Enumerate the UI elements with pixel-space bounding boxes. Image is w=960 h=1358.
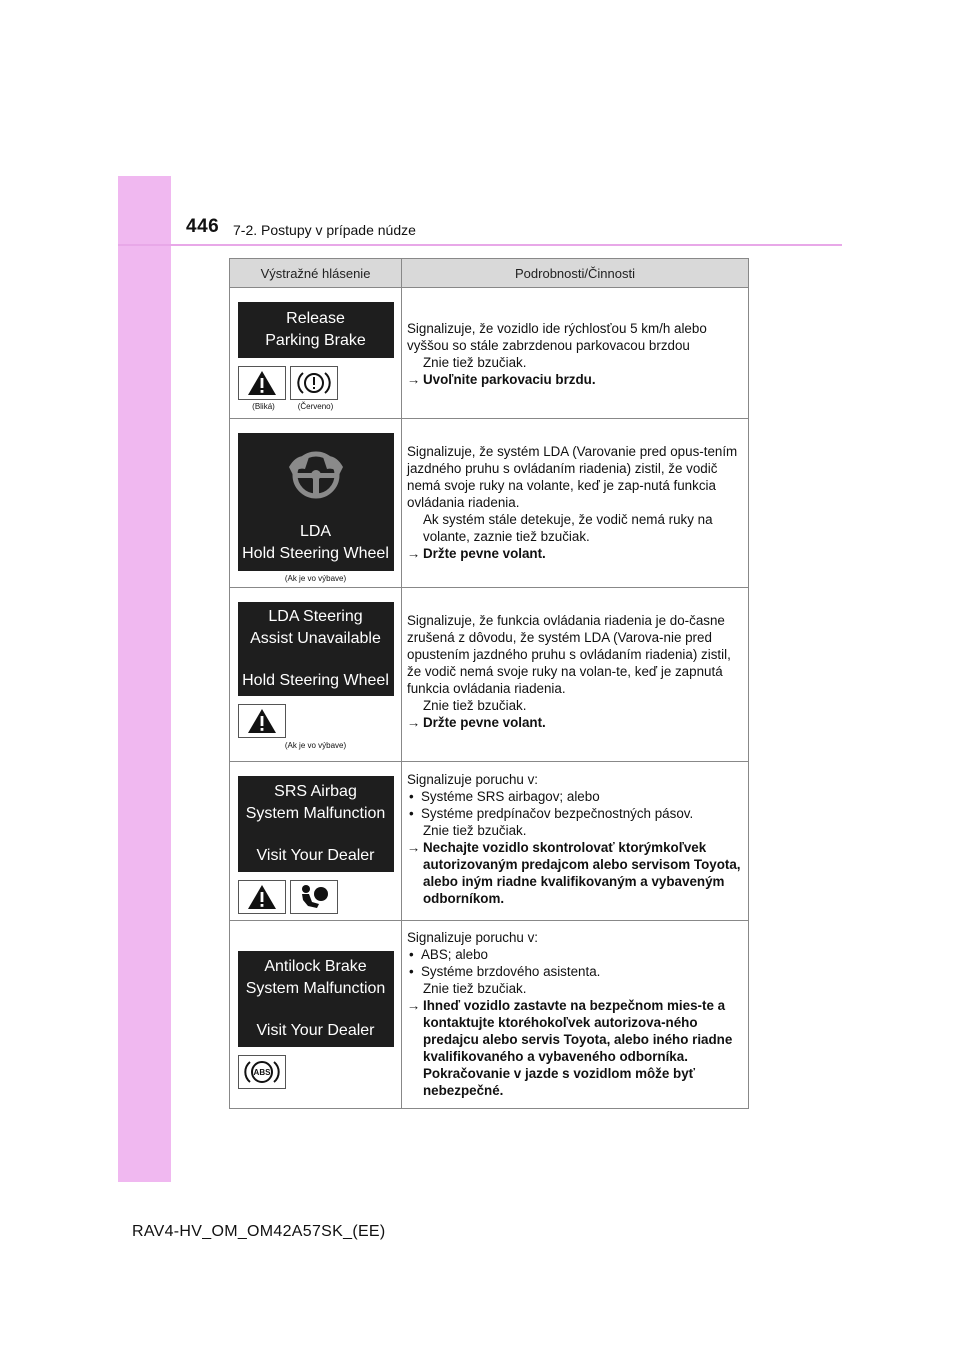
note: Ak systém stále detekuje, že vodič nemá ruky na volante, zaznie tiež bzučiak. [423, 512, 713, 544]
bullet-icon: • [409, 947, 414, 962]
arrow-right-icon: → [407, 372, 421, 387]
display-line: Assist Unavailable [250, 630, 381, 647]
bullet-item [407, 963, 744, 980]
display-line: Release [286, 310, 345, 327]
icon-caption: (Bliká) [252, 402, 275, 411]
warning-cell [230, 588, 402, 761]
table-row [230, 921, 748, 1108]
bullet-icon: • [409, 806, 414, 821]
display-line: LDA [299, 523, 332, 540]
table-row [230, 762, 748, 921]
display-line: System Malfunction [245, 980, 386, 997]
action-text: Ihneď vozidlo zastavte na bezpečnom mies-te a kontaktujte ktoréhokoľvek autorizova-ného predajcu alebo servis Toyota, alebo iného riadne kvalifikovaného a vybaveného odborníka. Pokračovanie v jazde s vozidlom môže byť nebezpečné. [423, 998, 733, 1098]
action-text: Držte pevne volant. [423, 546, 546, 561]
warning-display-release-parking-brake [238, 302, 394, 358]
display-line: Hold Steering Wheel [242, 672, 389, 689]
display-line: SRS Airbag [274, 783, 357, 800]
bullet-item [407, 788, 744, 805]
master-warning-icon [238, 704, 286, 738]
table-row [230, 419, 748, 588]
header-rule [118, 244, 842, 246]
col-header-details: Podrobnosti/Činnosti [515, 265, 635, 281]
details-cell [402, 762, 748, 920]
note: Znie tiež bzučiak. [423, 823, 527, 838]
warning-display-srs-airbag [238, 776, 394, 872]
intro: Signalizuje poruchu v: [407, 930, 539, 945]
table-row [230, 288, 748, 419]
table-header [230, 259, 748, 288]
warning-table [229, 258, 749, 1109]
warning-cell [230, 419, 402, 587]
equipment-caption: (Ak je vo výbave) [284, 574, 347, 583]
brake-warning-icon [290, 366, 338, 400]
table-row [230, 588, 748, 762]
indicator-icons [238, 704, 394, 738]
bullet-text: Systéme SRS airbagov; alebo [421, 789, 600, 804]
action [407, 371, 744, 388]
hands-on-wheel-icon [287, 445, 345, 503]
section-title: 7-2. Postupy v prípade núdze [233, 222, 416, 238]
warning-display-antilock-brake [238, 951, 394, 1047]
master-warning-icon [238, 366, 286, 400]
intro: Signalizuje poruchu v: [407, 772, 539, 787]
document-code: RAV4-HV_OM_OM42A57SK_(EE) [132, 1223, 386, 1240]
note: Znie tiež bzučiak. [423, 698, 527, 713]
bullet-text: ABS; alebo [421, 947, 488, 962]
arrow-right-icon: → [407, 840, 421, 855]
warning-cell [230, 921, 402, 1108]
description: Signalizuje, že funkcia ovládania riadenia je do-časne zrušená z dôvodu, že systém LDA (Varova-nie pred opustením jazdného pruhu s ovládaním riadenia) zistil, že vodič nemá svoje ruky na volan-te, keď je zapnutá funkcia ovládania riadenia. [407, 613, 731, 696]
details-cell [402, 419, 748, 587]
action-text: Nechajte vozidlo skontrolovať ktorýmkoľvek autorizovaným predajcom alebo servisom Toyota, alebo iným riadne kvalifikovaným a vybaveným odborníkom. [423, 840, 741, 906]
display-line: Visit Your Dealer [256, 1022, 375, 1039]
warning-cell [230, 288, 402, 418]
warning-cell [230, 762, 402, 920]
indicator-icons [238, 880, 394, 914]
details-cell [402, 588, 748, 761]
airbag-warning-icon [290, 880, 338, 914]
details-cell [402, 921, 748, 1108]
arrow-right-icon: → [407, 546, 421, 561]
bullet-item [407, 805, 744, 822]
action [407, 997, 744, 1099]
bullet-text: Systéme predpínačov bezpečnostných pásov. [421, 806, 694, 821]
arrow-right-icon: → [407, 715, 421, 730]
action-text: Držte pevne volant. [423, 715, 546, 730]
master-warning-icon [238, 880, 286, 914]
abs-icon-label: ABS [253, 1068, 270, 1077]
icon-captions [238, 402, 394, 411]
action-text: Uvoľnite parkovaciu brzdu. [423, 372, 596, 387]
display-line: Hold Steering Wheel [242, 545, 389, 562]
warning-display-lda-hold-steering-wheel [238, 433, 394, 571]
bullet-icon: • [409, 964, 414, 979]
display-line: Visit Your Dealer [256, 847, 375, 864]
abs-warning-icon [238, 1055, 286, 1089]
description: Signalizuje, že vozidlo ide rýchlosťou 5 km/h alebo vyššou so stále zabrzdenou parkovacou brzdou [407, 321, 707, 353]
note: Znie tiež bzučiak. [423, 981, 527, 996]
display-line: Antilock Brake [264, 958, 367, 975]
action [407, 714, 744, 731]
page-number: 446 [186, 216, 220, 237]
indicator-icons [238, 366, 394, 400]
display-line: Parking Brake [265, 332, 366, 349]
description: Signalizuje, že systém LDA (Varovanie pred opus-tením jazdného pruhu s ovládaním riadenia) zistil, že vodič nemá svoje ruky na volante, keď je zap-nutá funkcia ovládania riadenia. [407, 444, 738, 510]
arrow-right-icon: → [407, 998, 421, 1013]
details-cell [402, 288, 748, 418]
warning-display-lda-steering-assist-unavailable [238, 602, 394, 696]
action [407, 545, 744, 562]
note: Znie tiež bzučiak. [423, 355, 527, 370]
indicator-icons [238, 1055, 394, 1089]
chapter-tab [118, 176, 171, 1182]
equipment-caption: (Ak je vo výbave) [284, 741, 347, 750]
col-header-warning: Výstražné hlásenie [230, 259, 402, 287]
icon-caption: (Červeno) [297, 402, 334, 411]
bullet-icon: • [409, 789, 414, 804]
display-line: LDA Steering [268, 608, 363, 625]
display-line: System Malfunction [245, 805, 386, 822]
bullet-item [407, 946, 744, 963]
action [407, 839, 744, 907]
bullet-text: Systéme brzdového asistenta. [421, 964, 601, 979]
